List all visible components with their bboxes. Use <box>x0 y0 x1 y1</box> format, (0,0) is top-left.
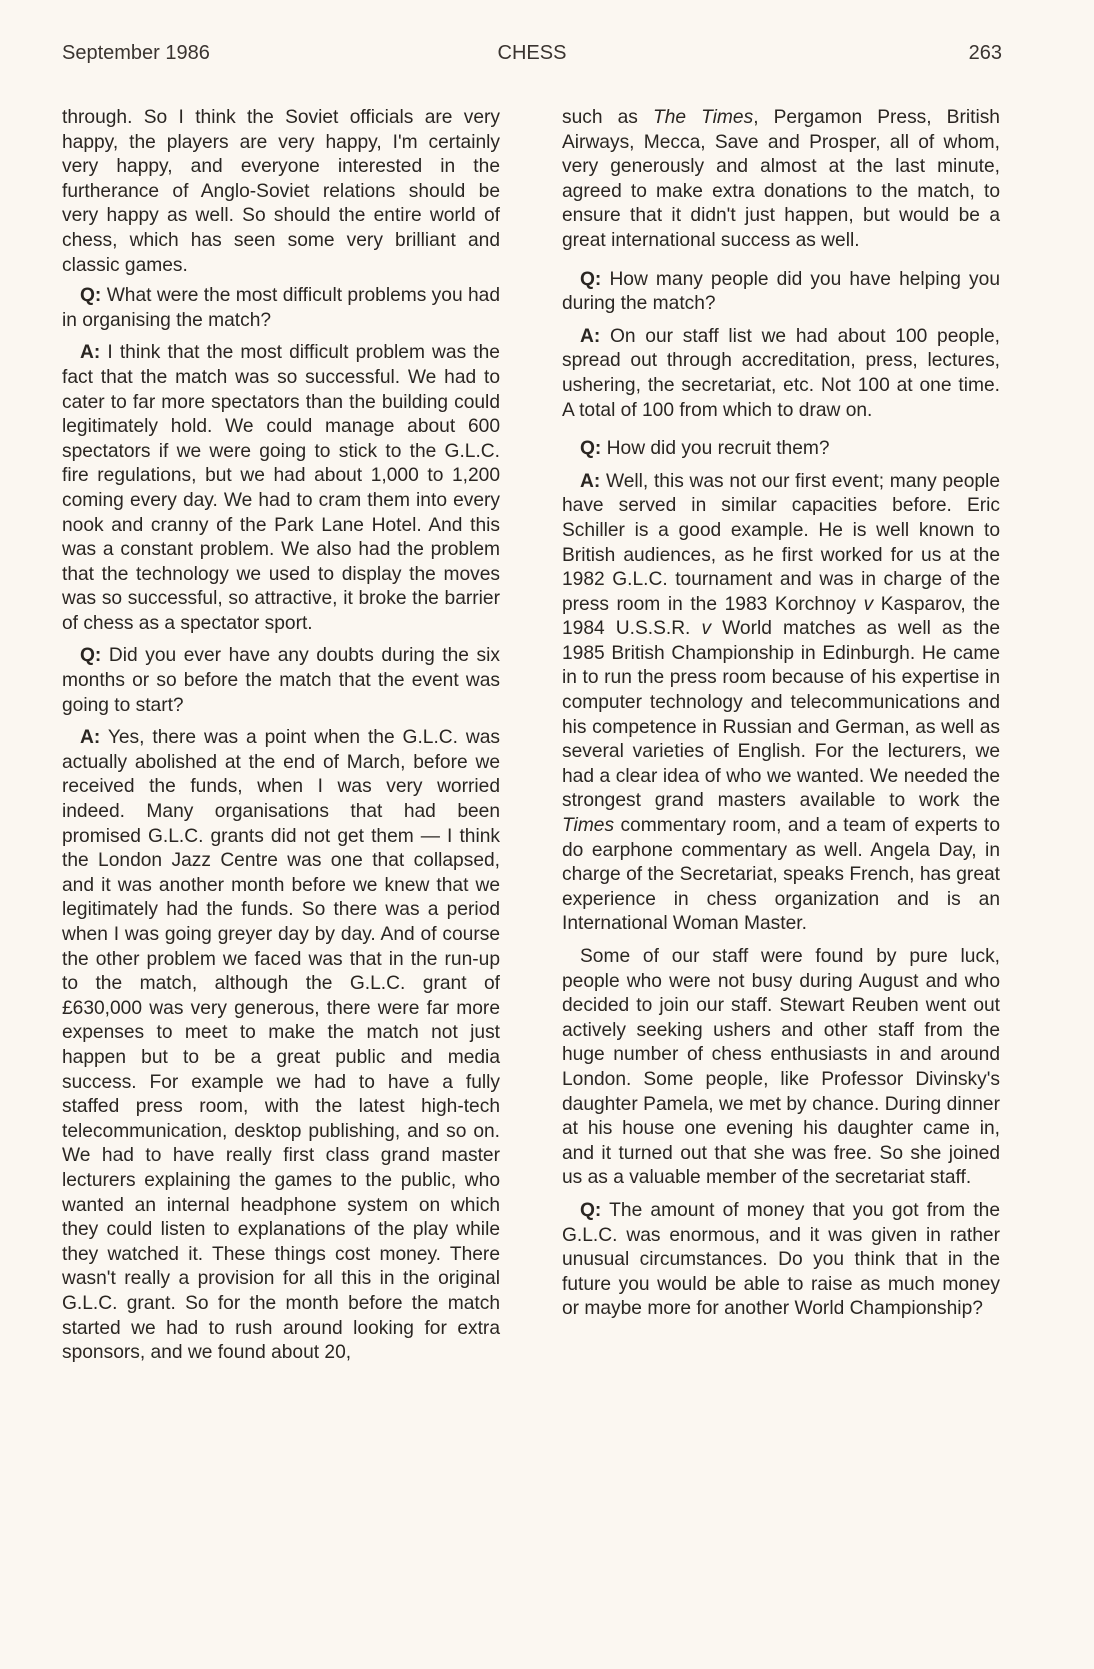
answer-2 <box>62 726 500 1365</box>
a-label: A: <box>580 325 601 347</box>
text-run: , Pergamon Press, British Airways, Mecca, Save and Prosper, all of whom, very generously and almost at the last minute, agreed to make extra donations to the match, to ensure that it didn't just happen, but would be a great international success as well. <box>562 107 1000 251</box>
page-number: 263 <box>968 42 1002 64</box>
issue-date: September 1986 <box>62 42 210 64</box>
answer-3 <box>562 325 1000 423</box>
newspaper-name: The Times <box>652 107 754 128</box>
question-text: How many people did you have helping you during the match? <box>562 268 1000 315</box>
text-run: Well, this was not our first event; many people have served in similar capacities before. Eric Schiller is a good example. He is well known to British audiences, as he first worked for us at the 1982 G.L.C. tournament and was in charge of the press room in the 1983 Korchnoy <box>562 470 1000 615</box>
paragraph-staff: Some of our staff were found by pure luck, people who were not busy during August and who decided to join our staff. Stewart Reuben went out actively seeking ushers and other staff from the huge number of chess enthusiasts in and around London. Some people, like Professor Divinsky's daughter Pamela, we met by chance. During dinner at his house one evening his daughter came in, and it turned out that she was free. So she joined us as a valuable member of the secretariat staff. <box>562 946 1000 1189</box>
paragraph-sponsors <box>562 106 1000 254</box>
versus-mark: v <box>701 618 712 640</box>
right-column <box>562 106 1000 1330</box>
question-5 <box>562 1199 1000 1322</box>
text-run: Kasparov, the 1984 U.S.S.R. <box>562 593 1000 640</box>
question-1 <box>62 284 500 333</box>
answer-4 <box>562 470 1000 937</box>
answer-text: Yes, there was a point when the G.L.C. was actually abolished at the end of March, before we received the funds, when I was very worried indeed. Many organisations that had been promised G.L.C. grants did not get them — I think the London Jazz Centre was one that collapsed, and it was another month before we knew that we legitimately had the funds. So there was a period when I was going greyer day by day. And of course the other problem we faced was that in the run-up to the match, although the G.L.C. grant of £630,000 was very generous, there were far more expenses to meet to make the match not just happen but to be a great public and media success. For example we had to have a fully staffed press room, with the latest high-tech telecommunication, desktop publishing, and so on. We had to have really first class grand master lecturers explaining the games to the public, who wanted an internal headphone system on which they could listen to explanations of the play while they watched it. These things cost money. There wasn't really a provision for all this in the original G.L.C. grant. So for the month before the match started we had to rush around looking for extra sponsors, and we found about 20, <box>62 727 501 1364</box>
text-run: such as <box>562 107 653 128</box>
paragraph-continuation: through. So I think the Soviet officials are very happy, the players are very happy, I'm certainly very happy, and everyone interested in the furtherance of Anglo-Soviet relations should be very happy as well. So should the entire world of chess, which has seen some very brilliant and classic games. <box>62 107 500 276</box>
answer-text: On our staff list we had about 100 people, spread out through accreditation, press, lectures, ushering, the secretariat, etc. Not 100 at one time. A total of 100 from which to draw on. <box>562 325 1000 421</box>
a-label: A: <box>580 470 601 492</box>
question-text: What were the most difficult problems you had in organising the match? <box>62 285 500 331</box>
question-2 <box>62 644 500 718</box>
text-run: commentary room, and a team of experts to do earphone commentary as well. Angela Day, in charge of the Secretariat, speaks French, has great experience in chess organization and is an International Woman Master. <box>562 815 1000 935</box>
question-3 <box>562 268 1000 317</box>
versus-mark: v <box>863 593 874 615</box>
answer-text: I think that the most difficult problem was the fact that the match was so successful. We had to cater to far more spectators than the building could legitimately hold. We could manage about 600 spectators if we were going to stick to the G.L.C. fire regulations, but we had about 1,000 to 1,200 coming every day. We had to cram them into every nook and cranny of the Park Lane Hotel. And this was a constant problem. We also had the problem that the technology we used to display the moves was so successful, so attractive, it broke the barrier of chess as a spectator sport. <box>62 342 500 634</box>
newspaper-name: Times <box>562 815 615 837</box>
question-4 <box>562 437 1000 462</box>
question-text: The amount of money that you got from the G.L.C. was enormous, and it was given in rather unusual circumstances. Do you think that in the future you would be able to raise as much money or maybe more for another World Championship? <box>562 1199 1000 1320</box>
answer-1 <box>62 341 500 636</box>
page-header <box>62 42 1002 72</box>
magazine-title: CHESS <box>497 42 567 64</box>
question-text: Did you ever have any doubts during the six months or so before the match that the event was going to start? <box>62 645 500 716</box>
question-text: How did you recruit them? <box>606 438 830 460</box>
q-label: Q: <box>580 268 602 290</box>
left-column <box>62 106 500 1374</box>
a-label: A: <box>80 727 101 749</box>
q-label: Q: <box>580 438 602 460</box>
q-label: Q: <box>80 285 102 307</box>
q-label: Q: <box>580 1199 602 1221</box>
text-run: World matches as well as the 1985 British Championship in Edinburgh. He came in to run the press room because of his expertise in computer technology and telecommunications and his competence in Russian and German, as well as several varieties of English. For the lecturers, we had a clear idea of who we wanted. We needed the strongest grand masters available to work the <box>562 618 1001 812</box>
a-label: A: <box>80 342 101 364</box>
q-label: Q: <box>80 645 102 667</box>
